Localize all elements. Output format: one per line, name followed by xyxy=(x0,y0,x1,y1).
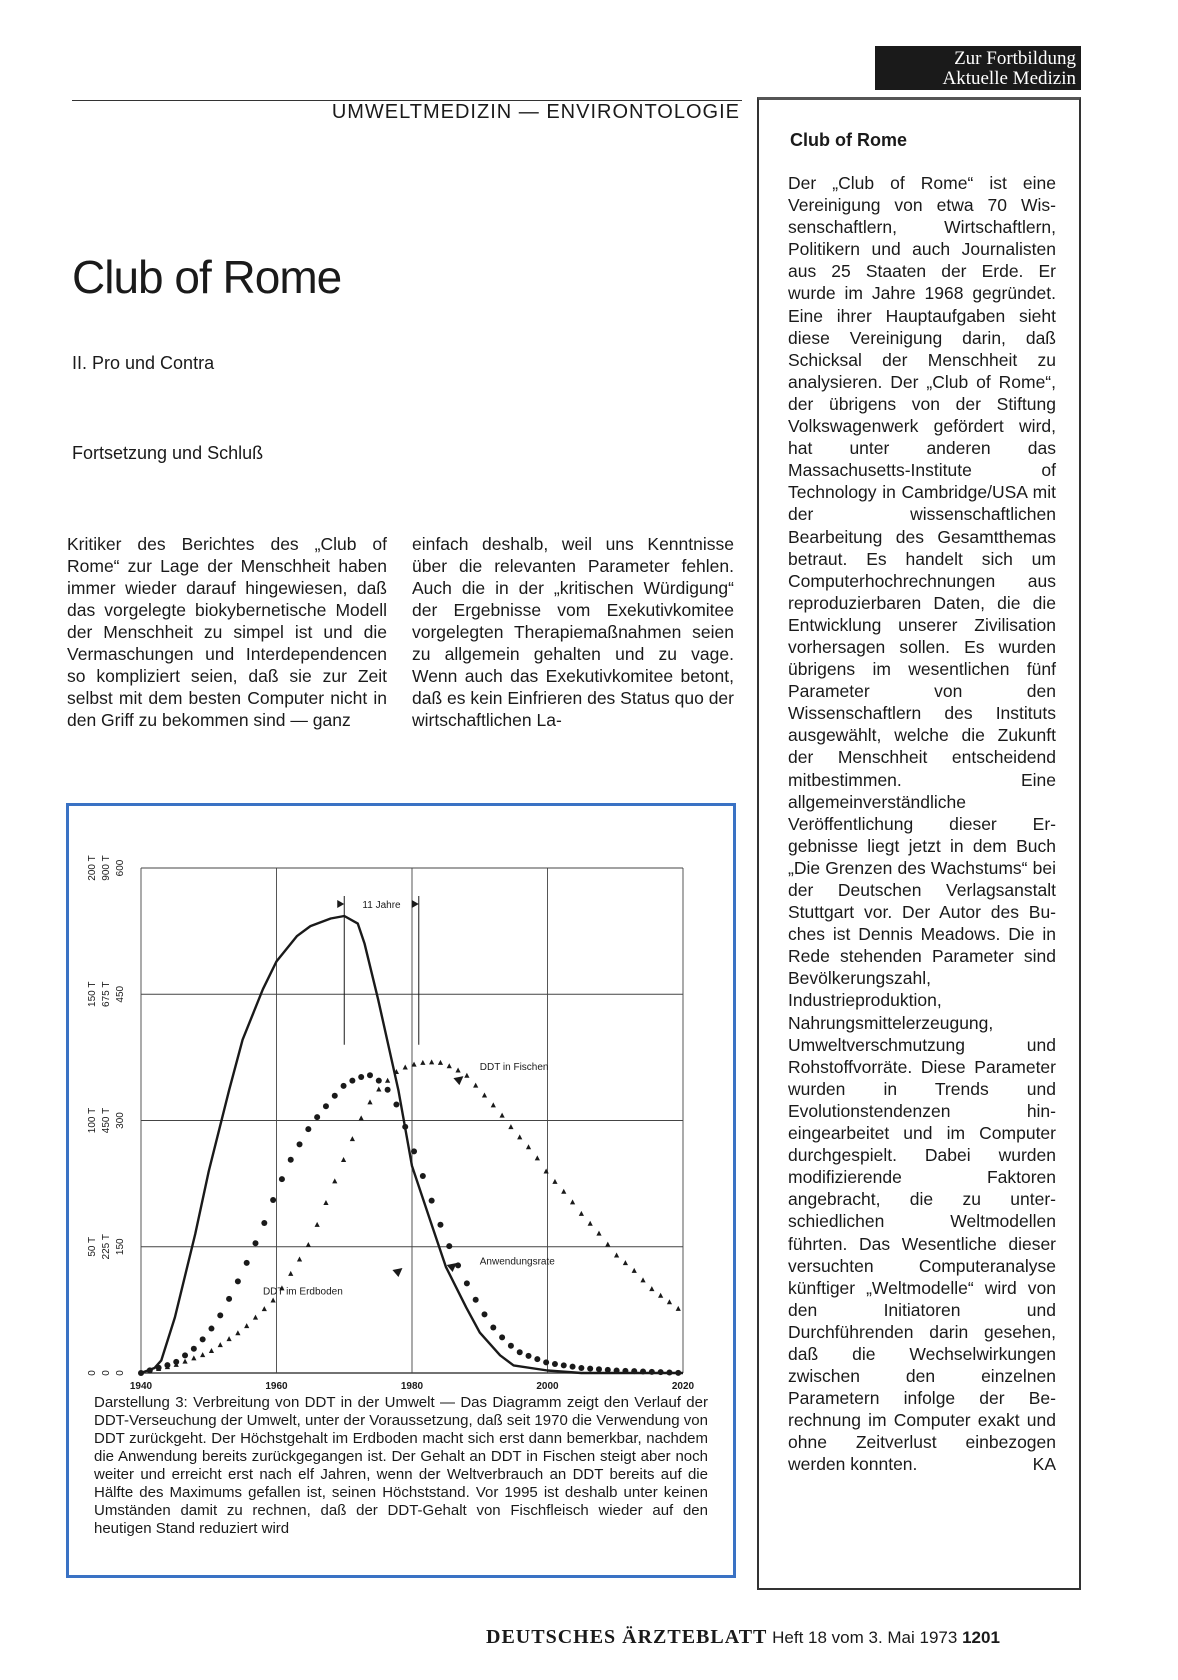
series-point xyxy=(632,1268,637,1273)
series-point xyxy=(622,1368,628,1374)
series-point xyxy=(438,1060,443,1065)
ddt-chart xyxy=(69,806,733,1392)
series-point xyxy=(226,1336,231,1341)
article-title: Club of Rome xyxy=(72,251,342,303)
y-tick-label: 900 T xyxy=(101,855,112,881)
series-point xyxy=(420,1173,426,1179)
series-point xyxy=(208,1326,214,1332)
series-point xyxy=(429,1198,435,1204)
series-point xyxy=(200,1352,205,1357)
series-point xyxy=(473,1083,478,1088)
x-tick-label: 2020 xyxy=(671,1381,695,1392)
x-tick-label: 1940 xyxy=(129,1381,153,1392)
series-point xyxy=(534,1356,540,1362)
series-point xyxy=(305,1126,311,1132)
series-point xyxy=(279,1176,285,1182)
series-point xyxy=(614,1253,619,1258)
series-label: Anwendungsrate xyxy=(479,1256,555,1268)
page-footer xyxy=(486,1626,1082,1649)
x-tick-label: 1980 xyxy=(400,1381,424,1392)
section-heading: UMWELTMEDIZIN — ENVIRONTOLOGIE xyxy=(331,101,740,123)
series-point xyxy=(359,1115,364,1120)
series-point xyxy=(200,1336,206,1342)
article-subtitle: II. Pro und Contra xyxy=(72,353,215,373)
series-point xyxy=(315,1222,320,1227)
series-point xyxy=(252,1240,258,1246)
series-point xyxy=(508,1124,513,1129)
y-tick-label: 50 T xyxy=(87,1236,98,1257)
badge-line-1: Zur Fortbildung xyxy=(954,48,1076,69)
y-tick-label: 150 xyxy=(115,1238,126,1256)
ddt-figure xyxy=(66,803,736,1578)
page-number: 1201 xyxy=(962,1628,1000,1647)
y-tick-label: 450 T xyxy=(101,1107,112,1134)
series-point xyxy=(500,1113,505,1118)
series-point xyxy=(350,1136,355,1141)
y-tick-label: 0 xyxy=(115,1370,126,1376)
series-point xyxy=(649,1369,655,1375)
series-point xyxy=(341,1157,346,1162)
series-point xyxy=(490,1325,496,1331)
interval-arrow-right xyxy=(412,900,419,908)
series-point xyxy=(552,1179,557,1184)
series-point xyxy=(676,1306,681,1311)
series-point xyxy=(235,1278,241,1284)
series-point xyxy=(367,1072,373,1078)
series-point xyxy=(271,1298,276,1303)
series-point xyxy=(464,1280,470,1286)
series-point xyxy=(323,1103,329,1109)
series-point xyxy=(596,1366,602,1372)
series-point xyxy=(464,1073,469,1078)
series-point xyxy=(596,1231,601,1236)
series-point xyxy=(526,1353,532,1359)
series-point xyxy=(623,1260,628,1265)
series-point xyxy=(517,1349,523,1355)
y-tick-label: 600 xyxy=(115,859,126,877)
info-box-body: Der „Club of Rome“ ist eine Vereinigung von etwa 70 Wissenschaftlern, Wirtschaftlern, Politikern und auch Journalisten aus 25 Staaten der Erde. Er wurde im Jahre 1968 gegründet. Eine ihrer Hauptaufgaben sieht diese Vereinigung darin, daß Schicksal der Menschheit zu analysieren. Der „Club of Rome“, der übrigens von der Stiftung Volkswagenwerk gefördert wird, hat unter anderen das Massachusetts-Institute of Technology in Cambridge/USA mit der wissenschaftlichen Bearbeitung des Gesamtthemas betraut. Es handelt sich um Computerhochrechnungen aus reproduzierbaren Daten, die die Entwicklung unserer Zivilisation vorhersagen sollen. Es wurden übrigens im wesentlichen fünf Parameter von den Wissenschaftlern des Instituts ausgewählt, welche die Zukunft der Menschheit entscheidend mitbestimmen. Eine allgemeinverständliche Veröffentlichung dieser Ergebnisse liegt jetzt in dem Buch „Die Grenzen des Wachstums“ bei der Deutschen Verlagsanstalt Stuttgart vor. Der Autor des Buches ist Dennis Meadows. Die in Rede stehenden Parameter sind Bevölkerungszahl, Industrieproduktion, Nahrungsmittelerzeugung, Umweltverschmutzung und Rohstoffvorräte. Diese Parameter wurden in Trends und Evolutionstendenzen hineingearbeitet und im Computer durchgespielt. Dabei wurden modifizierende Faktoren angebracht, die zu unterschiedlichen Weltmodellen führten. Das Wesentliche dieser versuchten Computeranalyse künftiger „Weltmodelle“ wird von den Initiatoren und Durchführenden darin gesehen, daß die Wechselwirkungen zwischen den einzelnen Parametern infolge der Berechnung im Computer exakt und ohne Zeitverlust einbezogen werden konnten. xyxy=(788,173,1056,1475)
series-point xyxy=(455,1068,460,1073)
series-point xyxy=(191,1346,197,1352)
series-point xyxy=(447,1063,452,1068)
y-tick-label: 200 T xyxy=(87,855,98,881)
series-point xyxy=(314,1114,320,1120)
series-point xyxy=(349,1078,355,1084)
series-point xyxy=(499,1334,505,1340)
series-point xyxy=(578,1365,584,1371)
series-point xyxy=(517,1134,522,1139)
series-point xyxy=(570,1364,576,1370)
article-column-2: einfach deshalb, weil uns Kenntnisse über die relevanten Parameter fehlen. Auch die in der „kritischen Würdigung“ der Ergebnisse vom Exekutivkomitee vorgelegten Therapiemaßnahmen seien zu allgemein gehalten und zu vage. Wenn auch das Exekutivkomitee betont, daß es kein Einfrieren des Status quo der wirtschaftlichen La- xyxy=(412,534,734,730)
y-tick-label: 450 xyxy=(115,985,126,1003)
series-point xyxy=(191,1355,196,1360)
info-box-text xyxy=(788,172,1056,1476)
series-point xyxy=(262,1306,267,1311)
series-point xyxy=(667,1299,672,1304)
section-badge xyxy=(875,46,1081,90)
series-point xyxy=(235,1330,240,1335)
series-ddt-in-fischen xyxy=(138,1059,680,1375)
x-tick-label: 2000 xyxy=(536,1381,559,1392)
series-point xyxy=(209,1348,214,1353)
series-ddt-im-erdboden xyxy=(138,1072,681,1376)
y-tick-label: 300 xyxy=(115,1112,126,1129)
series-point xyxy=(402,1124,408,1130)
series-label: DDT in Fischen xyxy=(479,1062,549,1073)
series-point xyxy=(385,1087,391,1093)
journal-name: DEUTSCHES ÄRZTEBLATT xyxy=(486,1626,768,1648)
series-point xyxy=(543,1359,549,1365)
x-tick-label: 1960 xyxy=(265,1381,288,1392)
info-box xyxy=(757,97,1081,1590)
series-point xyxy=(508,1343,514,1349)
series-point xyxy=(261,1220,267,1226)
series-point xyxy=(226,1296,232,1302)
series-point xyxy=(306,1242,311,1247)
series-point xyxy=(544,1169,549,1174)
series-point xyxy=(385,1078,390,1083)
author-initials: KA xyxy=(1032,1454,1056,1475)
series-point xyxy=(561,1189,566,1194)
article-column-1: Kritiker des Berichtes des „Club of Rome“ zur Lage der Menschheit haben immer wieder darauf hingewiesen, daß das vorgelegte biokybernetische Modell der Menschheit zu simpel ist und die Vermaschungen und Interdependencen so kompliziert seien, daß sie zur Zeit selbst mit dem besten Computer nicht in den Griff zu bekommen sind — ganz xyxy=(67,534,387,730)
issue-info: Heft 18 vom 3. Mai 1973 xyxy=(772,1628,958,1647)
series-point xyxy=(332,1178,337,1183)
interval-label: 11 Jahre xyxy=(362,900,401,911)
series-point xyxy=(561,1362,567,1368)
badge-line-2: Aktuelle Medizin xyxy=(942,68,1076,89)
continuation-note: Fortsetzung und Schluß xyxy=(72,443,264,463)
series-point xyxy=(526,1144,531,1149)
series-point xyxy=(244,1323,249,1328)
y-tick-label: 225 T xyxy=(101,1234,112,1260)
series-point xyxy=(244,1260,250,1266)
series-point xyxy=(640,1369,646,1375)
series-point xyxy=(491,1102,496,1107)
info-box-heading: Club of Rome xyxy=(790,130,907,150)
series-point xyxy=(473,1297,479,1303)
series-point xyxy=(658,1293,663,1298)
series-point xyxy=(437,1222,443,1228)
series-point xyxy=(640,1277,645,1282)
series-point xyxy=(182,1352,188,1358)
series-point xyxy=(297,1141,303,1147)
series-point xyxy=(341,1083,347,1089)
series-point xyxy=(658,1369,664,1375)
series-point xyxy=(411,1148,417,1154)
series-point xyxy=(297,1256,302,1261)
series-point xyxy=(323,1200,328,1205)
series-point xyxy=(579,1211,584,1216)
series-point xyxy=(605,1242,610,1247)
series-point xyxy=(482,1093,487,1098)
series-label-arrow xyxy=(392,1268,402,1277)
y-tick-label: 0 xyxy=(87,1370,98,1376)
series-label: DDT im Erdboden xyxy=(262,1286,343,1298)
series-point xyxy=(429,1059,434,1064)
series-point xyxy=(367,1099,372,1104)
series-point xyxy=(218,1342,223,1347)
y-tick-label: 150 T xyxy=(87,981,98,1007)
series-point xyxy=(217,1312,223,1318)
series-point xyxy=(288,1157,294,1163)
series-point xyxy=(614,1368,620,1374)
series-point xyxy=(605,1367,611,1373)
series-point xyxy=(332,1093,338,1099)
figure-caption: Darstellung 3: Verbreitung von DDT in der Umwelt — Das Diagramm zeigt den Verlauf der DDT-Verseuchung der Umwelt, unter der Voraussetzung, daß seit 1970 die Verwendung von DDT zurückgeht. Der Höchstgehalt im Erdboden macht sich erst dann bemerkbar, nachdem die Anwendung bereits zurückgegangen ist. Der Gehalt an DDT in Fischen steigt aber noch weiter und erreicht erst nach elf Jahren, wenn der Weltverbrauch an DDT bereits auf die Hälfte des Maximums gefallen ist, seinen Höchststand. Vor 1995 ist deshalb unter keinen Umständen damit zu rechnen, daß der DDT-Gehalt von Fischfleisch wieder auf den heutigen Stand reduziert wird xyxy=(94,1394,708,1537)
series-point xyxy=(481,1311,487,1317)
series-point xyxy=(570,1199,575,1204)
series-point xyxy=(393,1101,399,1107)
series-point xyxy=(270,1197,276,1203)
series-point xyxy=(358,1074,364,1080)
series-point xyxy=(675,1370,681,1376)
series-point xyxy=(552,1361,558,1367)
series-point xyxy=(376,1078,382,1084)
series-point xyxy=(588,1221,593,1226)
y-tick-label: 675 T xyxy=(101,981,112,1007)
series-point xyxy=(420,1060,425,1065)
series-point xyxy=(649,1286,654,1291)
y-tick-label: 0 xyxy=(101,1370,112,1376)
series-point xyxy=(288,1271,293,1276)
series-point xyxy=(182,1359,187,1364)
series-point xyxy=(666,1369,672,1375)
series-point xyxy=(376,1087,381,1092)
series-point xyxy=(446,1243,452,1249)
series-point xyxy=(631,1368,637,1374)
series-point xyxy=(253,1315,258,1320)
series-point xyxy=(535,1155,540,1160)
series-point xyxy=(587,1366,593,1372)
series-point xyxy=(403,1064,408,1069)
series-label-arrow xyxy=(453,1076,463,1085)
y-tick-label: 100 T xyxy=(87,1107,98,1134)
